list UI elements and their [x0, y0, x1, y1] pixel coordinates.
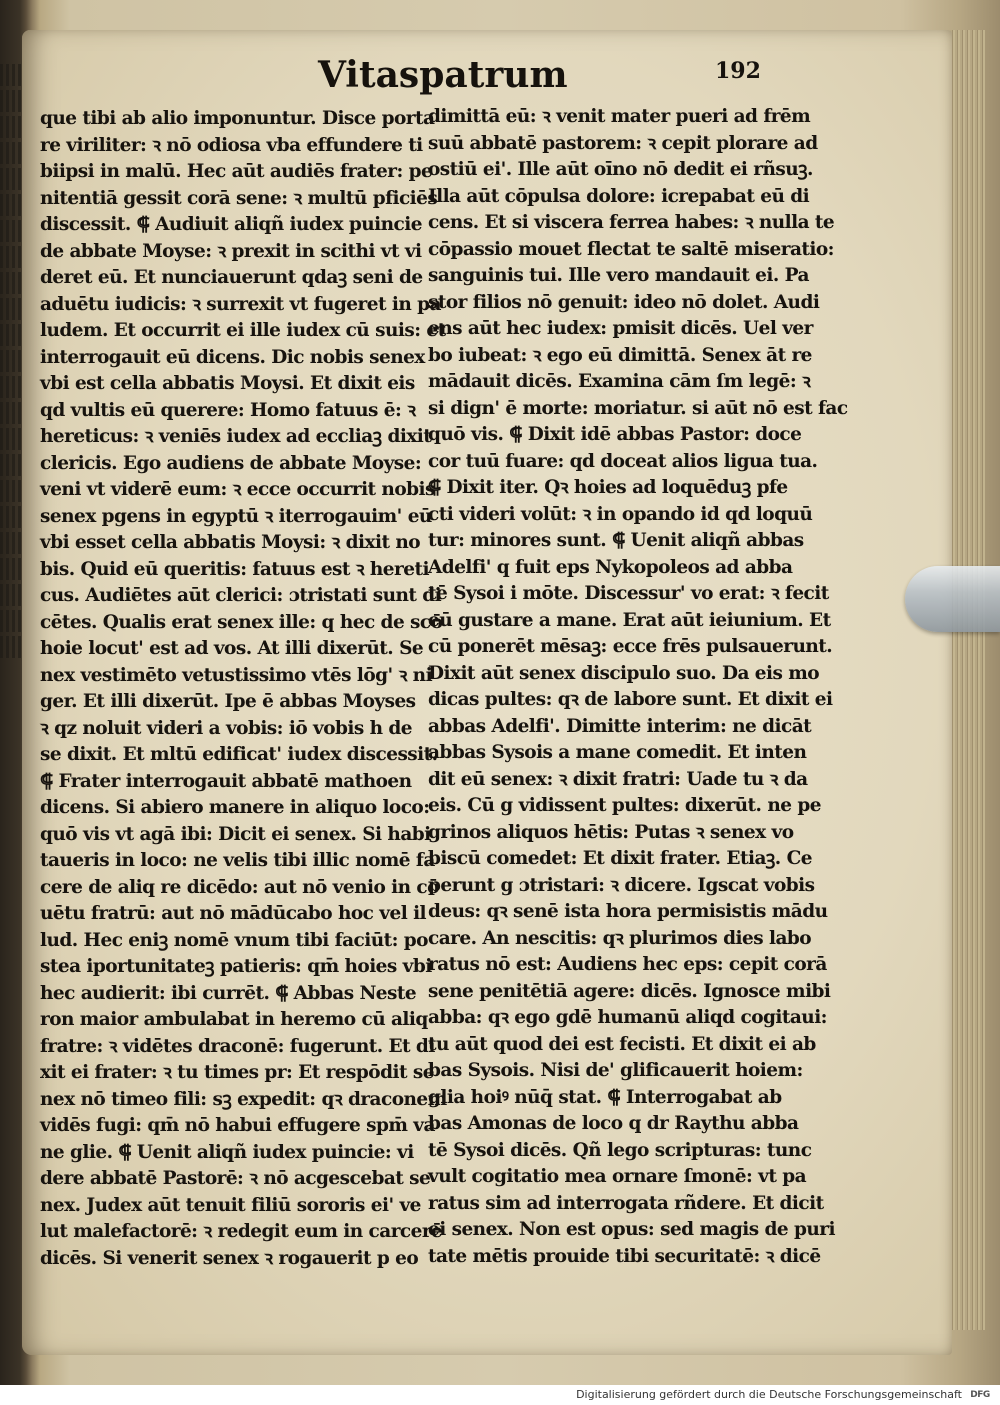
right-column-text-line: ratus sim ad interrogata rñdere. Et dicit	[428, 1192, 824, 1214]
right-column-text-line: vult cogitatio mea ornare ſmonē: vt pa	[428, 1166, 807, 1187]
left-column-text-line: lud. Hec eniꝫ nomē vnum tibi faciūt: po	[40, 929, 428, 951]
right-column-text-line: dimittā eū: ꝛ venit mater pueri ad frēm	[428, 106, 811, 127]
right-column-text-line: eis. Cū g vidissent pultes: dixerūt. ne pe	[428, 795, 821, 816]
left-column-text-line: stea iportunitateꝫ patieris: qm̄ hoies vbi	[40, 956, 432, 977]
right-column-text-line: grinos aliquos hētis: Putas ꝛ senex vo	[428, 821, 794, 843]
left-column-text-line: cus. Audiētes aūt clerici: ɔtristati sunt di	[40, 585, 442, 606]
left-column-text-line: xit ei frater: ꝛ tu times pr: Et respōdit se	[40, 1062, 434, 1083]
left-column-text-line: fratre: ꝛ vidētes draconē: fugerunt. Et di	[40, 1035, 435, 1057]
left-column-text-line: nex. Judex aūt tenuit filiū sororis ei' ve	[40, 1194, 421, 1216]
left-column-text-line: dicēs. Si venerit senex ꝛ rogauerit p eo	[40, 1247, 419, 1269]
right-column-text-line: care. An nescitis: qꝛ plurimos dies labo	[428, 927, 812, 949]
running-head: Vitaspatrum	[318, 54, 568, 96]
left-column-text-line: ludem. Et occurrit ei ille iudex cū suis: et	[40, 320, 446, 341]
right-column-text-line: dicas pultes: qꝛ de labore sunt. Et dixit ei	[428, 689, 833, 710]
right-column-text-line: biscū comedet: Et dixit frater. Etiaꝫ. Ce	[428, 848, 812, 869]
right-column-text-line: dit eū senex: ꝛ dixit fratri: Uade tu ꝛ da	[428, 768, 808, 790]
left-column-text-line: interrogauit eū dicens. Dic nobis senex	[40, 346, 425, 368]
right-column-text-line: abba: qꝛ ego gdē humanū aliqd cogitaui:	[428, 1007, 827, 1028]
left-column-text-line: dicens. Si abiero manere in aliquo loco:	[40, 797, 430, 818]
left-column-text-line: re viriliter: ꝛ nō odiosa vba effundere ti	[40, 134, 423, 156]
left-text-column	[40, 106, 447, 1272]
left-column-text-line: hec audierit: ibi currēt. ⸿ Abbas Neste	[40, 982, 417, 1004]
left-column-text-line: hoie locut' est ad vos. At illi dixerūt. Se	[40, 638, 424, 659]
right-column-text-line: ens aūt hec iudex: pmisit dicēs. Uel ver	[428, 318, 813, 339]
left-column-text-line: ger. Et illi dixerūt. Ipe ē abbas Moyses	[40, 691, 416, 712]
right-column-text-line: Dixit aūt senex discipulo suo. Da eis mo	[428, 662, 820, 684]
folio-number: 192	[715, 58, 761, 84]
left-column-text-line: ne glie. ⸿ Uenit aliqñ iudex puincie: vi	[40, 1141, 414, 1163]
right-column-text-line: perunt g ɔtristari: ꝛ dicere. Igscat vobis	[428, 874, 815, 896]
left-column-text-line: cētes. Qualis erat senex ille: q hec de scō	[40, 611, 443, 633]
left-column-text-line: nex vestimēto vetustissimo vtēs lōg' ꝛ ni	[40, 664, 433, 686]
right-text-column	[428, 104, 848, 1270]
left-column-text-line: taueris in loco: ne velis tibi illic nomē fa	[40, 850, 435, 871]
left-column-text-line: qd vultis eū querere: Homo fatuus ē: ꝛ	[40, 399, 416, 421]
left-column-text-line: ⸿ Frater interrogauit abbatē mathoen	[40, 770, 412, 792]
left-column-text-line: vbi esset cella abbatis Moysi: ꝛ dixit no	[40, 532, 421, 553]
left-column-text-line: quō vis vt agā ibi: Dicit ei senex. Si habi	[40, 823, 431, 845]
left-column-text-line: cere de aliq re dicēdo: aut nō venio in cō	[40, 876, 439, 898]
right-column-text-line: stor filios nō genuit: ideo nō dolet. Audi	[428, 291, 820, 313]
left-column-text-line: vidēs fugi: qm̄ nō habui effugere spm̄ va	[40, 1115, 435, 1136]
page-clip	[905, 566, 1000, 632]
right-column-text-line: si dign' ē morte: moriatur. si aūt nō est fac	[428, 397, 848, 419]
right-column-text-line: bas Amonas de loco q dr Raythu abba	[428, 1113, 799, 1134]
left-column-text-line: nex nō timeo fili: sꝫ expedit: qꝛ draconem	[40, 1088, 447, 1110]
right-column-text-line: cōpassio mouet flectat te saltē miseratio:	[428, 238, 834, 260]
right-column-text-line: suū abbatē pastorem: ꝛ cepit plorare ad	[428, 132, 818, 154]
left-column-text-line: senex pgens in egyptū ꝛ iterrogauim' eū	[40, 505, 432, 527]
right-column-text-line: abbas Adelfi'. Dimitte interim: ne dicāt	[428, 715, 812, 737]
right-column-text-line: bo iubeat: ꝛ ego eū dimittā. Senex āt re	[428, 344, 812, 366]
right-column-text-line: sene penitētiā agere: dicēs. Ignosce mibi	[428, 980, 831, 1002]
right-column-text-line: cū ponerēt mēsaꝫ: ecce frēs pulsauerunt.	[428, 636, 833, 657]
left-column-text-line: uētu fratrū: aut nō mādūcabo hoc vel il	[40, 903, 427, 924]
funding-credit: Digitalisierung gefördert durch die Deutsche Forschungsgemeinschaft	[576, 1388, 962, 1401]
left-column-text-line: que tibi ab alio imponuntur. Disce porta	[40, 108, 435, 129]
left-column-text-line: bis. Quid eū queritis: fatuus est ꝛ hereti	[40, 558, 429, 580]
left-column-text-line: ron maior ambulabat in heremo cū aliq	[40, 1009, 428, 1030]
left-column-text-line: nitentiā gessit corā sene: ꝛ multū pficiēs	[40, 187, 438, 209]
left-column-text-line: clericis. Ego audiens de abbate Moyse:	[40, 452, 422, 474]
right-column-text-line: glia hoiꝰ nūq̄ stat. ⸿ Interrogabat ab	[428, 1086, 782, 1108]
footer-bar	[0, 1385, 1000, 1405]
left-column-text-line: veni vt viderē eum: ꝛ ecce occurrit nobis	[40, 479, 435, 500]
right-column-text-line: ostiū ei'. Ille aūt oīno nō dedit ei rñsuꝫ.	[428, 159, 813, 180]
right-column-text-line: tu aūt quod dei est fecisti. Et dixit ei ab	[428, 1033, 816, 1055]
right-column-text-line: bas Sysois. Nisi de' glificauerit hoiem:	[428, 1060, 803, 1081]
right-column-text-line: ⸿ Dixit iter. Qꝛ hoies ad loquēduꝫ pfe	[428, 477, 788, 498]
right-column-text-line: abbas Sysois a mane comedit. Et inten	[428, 742, 807, 763]
left-column-text-line: se dixit. Et mltū edificat' iudex discessit.	[40, 744, 438, 765]
right-column-text-line: tē Sysoi i mōte. Discessur' vo erat: ꝛ fecit	[428, 583, 829, 604]
left-column-text-line: de abbate Moyse: ꝛ prexit in scithi vt vi	[40, 240, 422, 262]
right-column-text-line: ei senex. Non est opus: sed magis de puri	[428, 1219, 835, 1240]
dfg-logo: DFG	[970, 1390, 990, 1400]
right-column-text-line: tur: minores sunt. ⸿ Uenit aliqñ abbas	[428, 530, 804, 551]
left-column-text-line: biipsi in malū. Hec aūt audiēs frater: pe	[40, 161, 433, 182]
left-column-text-line: ꝛ qz noluit videri a vobis: iō vobis h de	[40, 717, 413, 739]
right-column-text-line: mādauit dicēs. Examina cām ſm legē: ꝛ	[428, 371, 811, 392]
left-column-text-line: hereticus: ꝛ veniēs iudex ad eccliaꝫ dixit	[40, 426, 432, 447]
right-column-text-line: tē Sysoi dicēs. Qñ lego scripturas: tunc	[428, 1139, 812, 1161]
left-column-text-line: aduētu iudicis: ꝛ surrexit vt fugeret in pa	[40, 293, 441, 315]
left-column-text-line: dere abbatē Pastorē: ꝛ nō acgescebat se	[40, 1168, 431, 1189]
left-column-text-line: vbi est cella abbatis Moysi. Et dixit eis	[40, 373, 415, 394]
right-column-text-line: Illa aūt cōpulsa dolore: icrepabat eū di	[428, 185, 810, 207]
left-column-text-line: discessit. ⸿ Audiuit aliqñ iudex puincie	[40, 214, 422, 235]
right-column-text-line: sanguinis tui. Ille vero mandauit ei. Pa	[428, 265, 809, 286]
right-column-text-line: cens. Et si viscera ferrea habes: ꝛ nulla te	[428, 212, 835, 233]
right-column-text-line: ratus nō est: Audiens hec eps: cepit corā	[428, 954, 827, 975]
right-column-text-line: tate mētis prouide tibi securitatē: ꝛ dicē	[428, 1245, 821, 1267]
left-column-text-line: deret eū. Et nunciauerunt qdaꝫ seni de	[40, 267, 423, 288]
right-column-text-line: cor tuū fuare: qd doceat alios ligua tua.	[428, 450, 818, 472]
right-column-text-line: deus: qꝛ senē ista hora permisistis mādu	[428, 901, 828, 922]
right-column-text-line: quō vis. ⸿ Dixit idē abbas Pastor: doce	[428, 424, 802, 445]
left-column-text-line: lut malefactorē: ꝛ redegit eum in carcerē	[40, 1221, 443, 1242]
right-column-text-line: eū gustare a mane. Erat aūt ieiunium. Et	[428, 609, 831, 631]
right-column-text-line: cti videri volūt: ꝛ in opando id qd loquū	[428, 503, 813, 525]
right-column-text-line: Adelfi' q fuit eps Nykopoleos ad abba	[428, 556, 793, 578]
